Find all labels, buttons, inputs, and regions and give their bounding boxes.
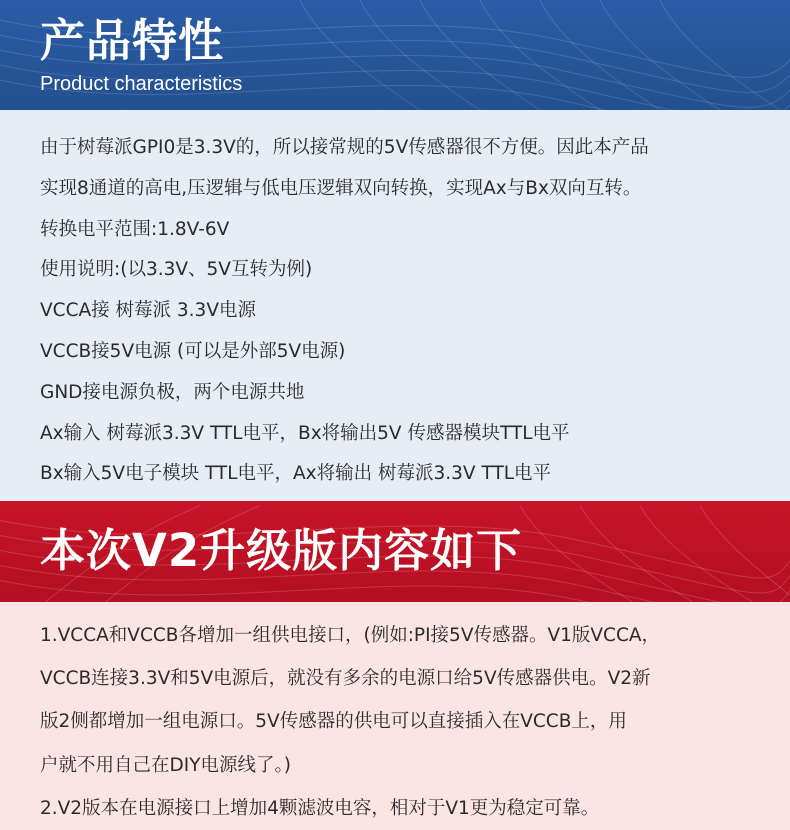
- characteristic-line: 实现8通道的高电,压逻辑与低电压逻辑双向转换，实现Ax与Bx双向互转。: [40, 177, 642, 199]
- characteristic-line: 使用说明:(以3.3V、5V互转为例): [40, 259, 313, 281]
- characteristic-line: 由于树莓派GPI0是3.3V的，所以接常规的5V传感器很不方便。因此本产品: [40, 137, 649, 158]
- upgrade-line: 1.VCCA和VCCB各增加一组供电接口，(例如:PI接5V传感器。V1版VCCA，: [40, 625, 661, 646]
- characteristic-line: 转换电平范围:1.8V-6V: [40, 218, 230, 240]
- upgrade-list: [40, 614, 660, 830]
- product-characteristics-banner: [0, 0, 790, 110]
- section-title: 产品特性: [40, 14, 225, 67]
- upgrade-line: 户就不用自己在DIY电源线了。): [40, 754, 291, 776]
- characteristic-line: Ax输入 树莓派3.3V TTL电平，Bx将输出5V 传感器模块TTL电平: [40, 422, 570, 444]
- characteristic-line: GND接电源负极，两个电源共地: [40, 381, 305, 403]
- upgrade-banner: [0, 501, 790, 602]
- characteristic-line: Bx输入5V电子模块 TTL电平，Ax将输出 树莓派3.3V TTL电平: [40, 463, 552, 485]
- upgrade-line: 版2侧都增加一组电源口。5V传感器的供电可以直接插入在VCCB上，用: [40, 711, 627, 733]
- section-title: 本次V2升级版内容如下: [40, 524, 523, 577]
- upgrade-line: 2.V2版本在电源接口上增加4颗滤波电容，相对于V1更为稳定可靠。: [40, 797, 600, 819]
- characteristics-list: [40, 128, 649, 495]
- section-subtitle: Product characteristics: [40, 73, 243, 95]
- characteristic-line: VCCA接 树莓派 3.3V电源: [40, 300, 256, 322]
- characteristic-line: VCCB接5V电源 (可以是外部5V电源): [40, 340, 346, 362]
- upgrade-line: VCCB连接3.3V和5V电源后，就没有多余的电源口给5V传感器供电。V2新: [40, 668, 651, 690]
